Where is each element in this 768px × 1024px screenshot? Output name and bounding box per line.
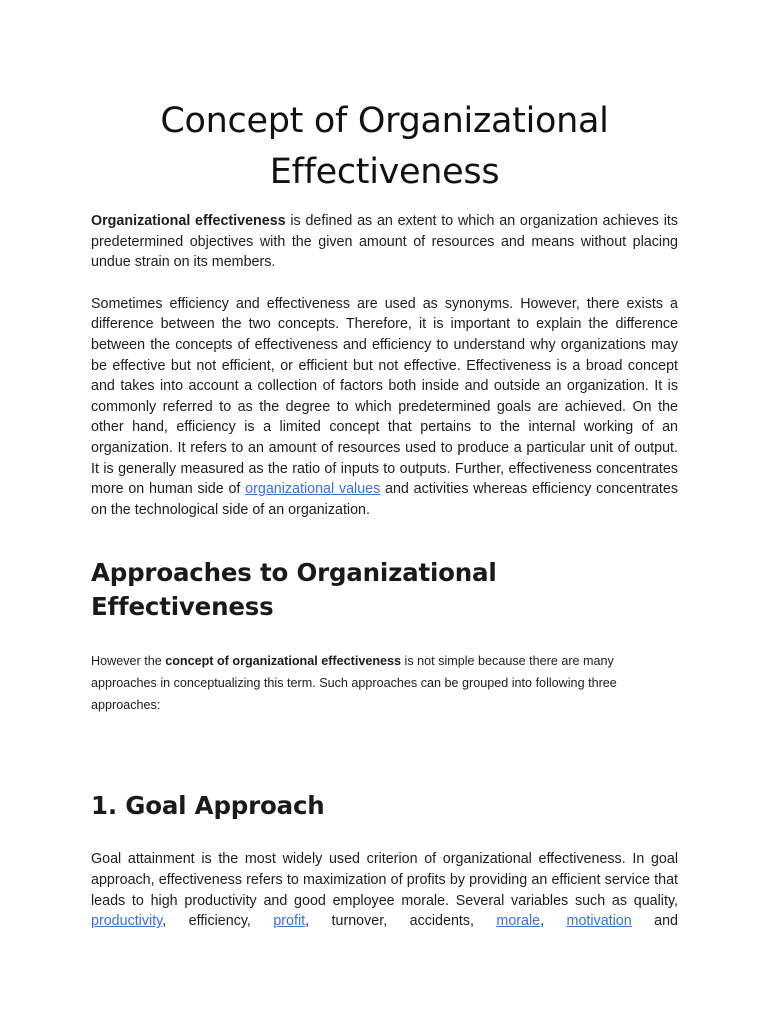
goal-text-efficiency: , efficiency, bbox=[162, 913, 274, 930]
goal-text-comma: , bbox=[540, 913, 567, 930]
comparison-text-end: and activities whereas efficiency concentrates on the technological side of an organization. bbox=[91, 481, 678, 518]
motivation-link[interactable]: motivation bbox=[566, 913, 632, 930]
approaches-bold-term: concept of organizational effectiveness bbox=[165, 654, 402, 669]
goal-approach-paragraph bbox=[91, 849, 678, 931]
approaches-intro-text-end: is not simple because there are many approaches in conceptualizing this term. Such approaches can be grouped into following three approaches: bbox=[91, 654, 617, 713]
goal-approach-heading: 1. Goal Approach bbox=[91, 791, 325, 821]
productivity-link[interactable]: productivity bbox=[91, 913, 163, 930]
goal-text-start: Goal attainment is the most widely used criterion of organizational effectiveness. In goal approach, effectiveness refers to maximization of profits by providing an efficient service that leads to high productivity and good employee morale. Several variables such as quality, bbox=[91, 851, 678, 909]
goal-text-end: and bbox=[631, 913, 679, 930]
organizational-values-link[interactable]: organizational values bbox=[245, 481, 381, 498]
definition-bold-term: Organizational effectiveness bbox=[91, 213, 286, 229]
comparison-text: Sometimes efficiency and effectiveness are used as synonyms. However, there exists a difference between the two concepts. Therefore, it is important to explain the difference between the concepts of effectiveness and efficiency to understand why organizations may be effective but not efficient, or efficient but not effective. Effectiveness is a broad concept and takes into account a collection of factors both inside and outside an organization. It is commonly referred to as the degree to which predetermined goals are achieved. On the other hand, efficiency is a limited concept that pertains to the internal working of an organization. It refers to an amount of resources used to produce a particular unit of output. It is generally measured as the ratio of inputs to outputs. Further, effectiveness concentrates more on human side of bbox=[91, 295, 678, 498]
approaches-heading: Approaches to Organizational Effectiveness bbox=[91, 558, 497, 622]
morale-link[interactable]: morale bbox=[496, 913, 541, 930]
definition-paragraph bbox=[91, 211, 678, 273]
approaches-intro-text: However the bbox=[91, 654, 166, 669]
profit-link[interactable]: profit bbox=[273, 913, 306, 930]
goal-text-turnover: , turnover, accidents, bbox=[305, 913, 497, 930]
approaches-intro-paragraph bbox=[91, 650, 678, 716]
page-title: Concept of Organizational Effectiveness bbox=[160, 101, 609, 192]
definition-text: is defined as an extent to which an organization achieves its predetermined objectives with the given amount of resources and means without placing undue strain on its members. bbox=[91, 213, 678, 271]
efficiency-vs-effectiveness-paragraph bbox=[91, 294, 678, 521]
document-page bbox=[91, 0, 678, 932]
